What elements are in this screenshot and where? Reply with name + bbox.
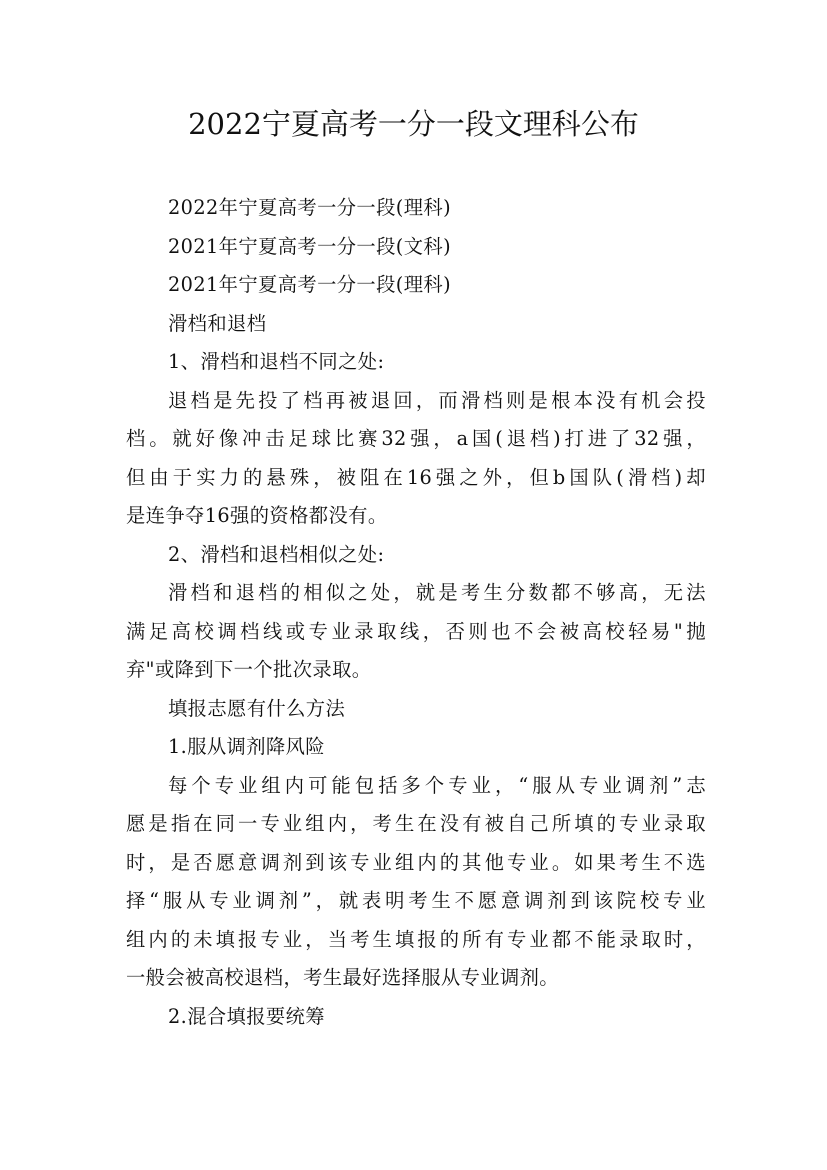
paragraph-line: 2021年宁夏高考一分一段(文科) [168,234,452,258]
paragraph-line: 愿是指在同一专业组内，考生在没有被自己所填的专业录取 [126,812,706,835]
paragraph-line: 退档是先投了档再被退回，而滑档则是根本没有机会投 [168,388,706,412]
subsection-heading: 1.服从调剂降风险 [168,735,325,758]
paragraph-line: 每个专业组内可能包括多个专业，“服从专业调剂”志 [168,773,706,797]
paragraph-line: 择“服从专业调剂”，就表明考生不愿意调剂到该院校专业 [126,889,706,912]
section-heading: 填报志愿有什么方法 [168,696,346,720]
paragraph-line: 但由于实力的悬殊，被阻在16强之外，但b国队(滑档)却 [126,465,706,489]
document-body [126,189,706,1036]
page-title: 2022宁夏高考一分一段文理科公布 [188,107,639,141]
paragraph-line: 是连争夺16强的资格都没有。 [126,504,388,527]
section-heading: 滑档和退档 [168,311,267,335]
paragraph-line: 档。就好像冲击足球比赛32强，a国(退档)打进了32强， [126,427,706,450]
subsection-heading: 2.混合填报要统筹 [168,1004,325,1028]
paragraph-line: 2022年宁夏高考一分一段(理科) [168,196,452,219]
paragraph-line: 组内的未填报专业，当考生填报的所有专业都不能录取时， [126,927,706,951]
paragraph-line: 时，是否愿意调剂到该专业组内的其他专业。如果考生不选 [126,850,706,874]
subsection-heading: 1、滑档和退档不同之处: [168,350,385,373]
paragraph-line: 滑档和退档的相似之处，就是考生分数都不够高，无法 [168,581,706,604]
paragraph-line: 一般会被高校退档，考生最好选择服从专业调剂。 [126,966,559,989]
paragraph-line: 满足高校调档线或专业录取线，否则也不会被高校轻易"抛 [126,619,706,643]
subsection-heading: 2、滑档和退档相似之处: [168,542,385,566]
paragraph-line: 2021年宁夏高考一分一段(理科) [168,273,452,296]
paragraph-line: 弃"或降到下一个批次录取。 [126,658,372,681]
